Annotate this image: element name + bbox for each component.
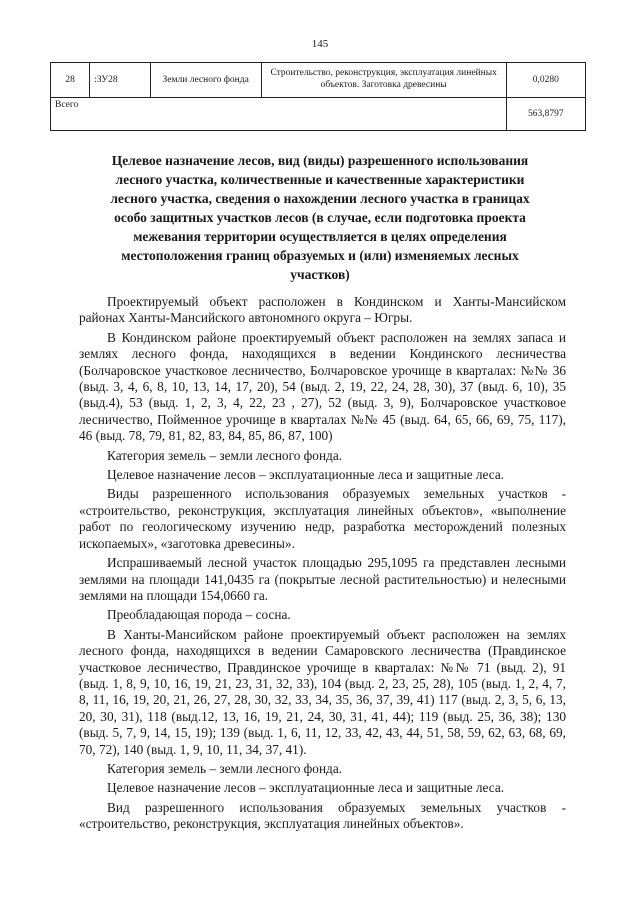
paragraph-dominant-species: Преобладающая порода – сосна. [107,607,291,623]
section-heading: Целевое назначение лесов, вид (виды) разрешенного использования лесного участка, количественные и качественные характеристики лесного участка, сведения о нахождении лесного участка в границах особо защитных участков лесов (в случае, если подготовка проекта межевания территории осуществляется в целях определения местоположения границ образуемых и (или) изменяемых лесных участков) [110,153,530,282]
land-category-cell: Земли лесного фонда [150,63,261,98]
permitted-use-cell: Строительство, реконструкция, эксплуатация линейных объектов. Заготовка древесины [261,63,506,98]
area-cell: 0,0280 [506,63,585,98]
total-label-cell: Всего [51,98,507,131]
paragraph-forest-purpose-2: Целевое назначение лесов – эксплуатационные леса и защитные леса. [107,780,505,796]
paragraph-forest-purpose: Целевое назначение лесов – эксплуатационные леса и защитные леса. [107,467,505,483]
paragraph-land-category-2: Категория земель – земли лесного фонда. [107,760,343,776]
paragraph-land-category: Категория земель – земли лесного фонда. [107,447,343,463]
paragraph-permitted-uses: Виды разрешенного использования образуемых земельных участков - «строительство, реконструкция, эксплуатация линейных объектов», «выполнение работ по геологическому изучению недр, разработка месторождений полезных ископаемых», «заготовка древесины». [79,486,566,551]
paragraph-location: Проектируемый объект расположен в Кондинском и Ханты-Мансийском районах Ханты-Мансийского автономного округа – Югры. [79,294,566,326]
paragraph-kondinsky: В Кондинском районе проектируемый объект расположен на землях запаса и землях лесного фонда, находящихся в ведении Кондинского лесничества (Болчаровское участковое лесничество, Болчаровское урочище в кварталах: №№ 36 (выд. 3, 4, 6, 8, 10, 13, 14, 17, 20), 54 (выд. 2, 19, 22, 24, 28, 30), 37 (выд. 6, 10), 35 (выд.4), 53 (выд. 1, 2, 3, 4, 22, 23 , 27), 52 (выд. 3, 9), Болчаровское участковое лесничество, Пойменное урочище в кварталах №№ 45 (выд. 64, 65, 66, 69, 75, 117), 46 (выд. 78, 79, 81, 82, 83, 84, 85, 86, 87, 100) [79,329,566,444]
paragraph-permitted-use-2: Вид разрешенного использования образуемых земельных участков - «строительство, реконструкция, эксплуатация линейных объектов». [79,799,566,832]
body-text [79,294,566,836]
total-area-cell: 563,8797 [506,98,585,131]
paragraph-khanty-mansiysk: В Ханты-Мансийском районе проектируемый объект расположен на землях лесного фонда, находящихся в ведении Самаровского лесничества (Правдинское участковое лесничество, Правдинское урочище в кварталах: №№ 71 (выд. 2), 91 (выд. 1, 8, 9, 10, 16, 19, 21, 23, 31, 32, 33), 104 (выд. 2, 23, 25, 28), 105 (выд. 1, 2, 4, 7, 8, 11, 16, 19, 20, 21, 26, 27, 28, 30, 32, 33, 34, 35, 36, 37, 39, 41) 117 (выд. 2, 3, 5, 6, 13, 20, 30, 31), 118 (выд.12, 13, 16, 19, 21, 24, 30, 31, 41, 44); 119 (выд. 25, 36, 38); 130 (выд. 5, 7, 9, 14, 15, 19); 139 (выд. 1, 6, 11, 12, 33, 42, 43, 44, 51, 58, 59, 62, 63, 68, 69, 70, 72), 140 (выд. 1, 9, 10, 11, 34, 37, 41). [79,626,566,757]
plot-id-cell: :ЗУ28 [90,63,150,98]
table-total-row [51,98,586,131]
paragraph-plot-area: Испрашиваемый лесной участок площадью 295,1095 га представлен лесными землями на площади 141,0435 га (покрытые лесной растительностью) и нелесными землями на площади 154,0660 га. [79,555,566,603]
land-plot-table [50,62,586,131]
table-row [51,63,586,98]
plot-number-cell: 28 [51,63,90,98]
page-number: 145 [311,38,329,50]
